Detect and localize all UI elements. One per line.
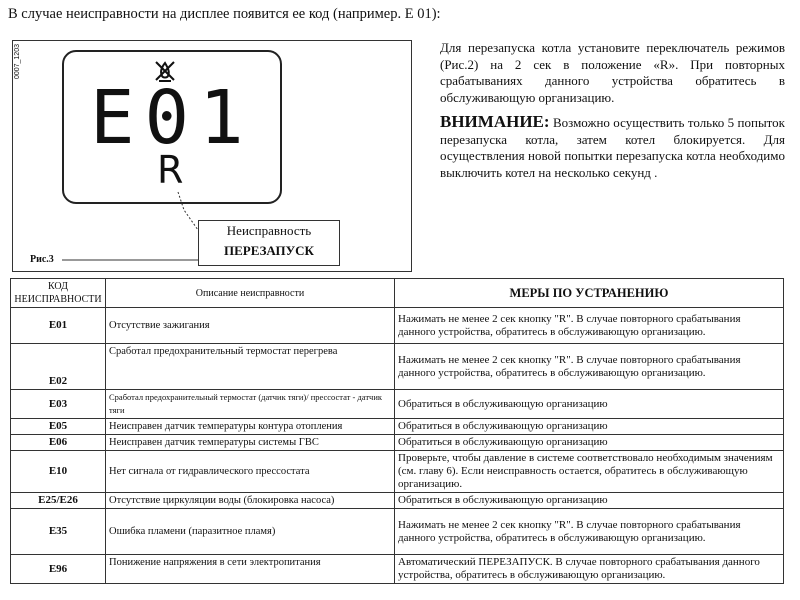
figure-label: Рис.3 (30, 254, 54, 265)
fault-table (10, 278, 784, 584)
warning-text: Возможно осуществить только 5 попыток перезапуска котла, затем котел блокируется. Для осуществления новой попытки перезапуска котла необходимо выключить котел на несколько секунд . (440, 115, 785, 180)
fault-measure: Нажимать не менее 2 сек кнопку "R". В случае повторного срабатывания данного устройства, обратитесь в обслуживающую организацию. (395, 344, 784, 390)
restart-instructions: Для перезапуска котла установите переключатель режимов (Рис.2) на 2 сек в положение «R». При повторных срабатываниях данного устройства обратитесь в обслуживающую организацию. (440, 40, 785, 105)
fault-description: Сработал предохранительный термостат (датчик тяги)/ прессостат - датчик тяги (106, 390, 395, 419)
warning-title: ВНИМАНИЕ: (440, 112, 550, 131)
header-measures: МЕРЫ ПО УСТРАНЕНИЮ (395, 279, 784, 308)
fault-description: Ошибка пламени (паразитное пламя) (106, 509, 395, 555)
figure-code: 0007_1203 (14, 44, 21, 80)
fault-measure: Проверьте, чтобы давление в системе соответствовало необходимым значениям (см. главу 6). Если неисправность остается, обратитесь в обслуживающую организацию. (395, 451, 784, 493)
fault-description: Нет сигнала от гидравлического прессостата (106, 451, 395, 493)
right-text-block (440, 40, 785, 181)
fault-measure: Обратиться в обслуживающую организацию (395, 390, 784, 419)
fault-description: Понижение напряжения в сети электропитания (106, 555, 395, 584)
fault-measure: Обратиться в обслуживающую организацию (395, 419, 784, 435)
lcd-error-code: E01 (90, 75, 254, 161)
intro-text: В случае неисправности на дисплее появится ее код (например. Е 01): (8, 6, 441, 22)
fault-code: E05 (11, 419, 106, 435)
table-row (11, 435, 784, 451)
header-description: Описание неисправности (106, 279, 395, 308)
fault-code: E96 (11, 555, 106, 584)
table-row (11, 451, 784, 493)
fault-description: Неисправен датчик температуры контура отопления (106, 419, 395, 435)
fault-measure: Автоматический ПЕРЕЗАПУСК. В случае повторного срабатывания данного устройства, обратитесь в обслуживающую организацию. (395, 555, 784, 584)
figure-label-line (62, 258, 202, 262)
table-header-row (11, 279, 784, 308)
fault-description: Неисправен датчик температуры системы ГВС (106, 435, 395, 451)
fault-measure: Обратиться в обслуживающую организацию (395, 493, 784, 509)
fault-code: E06 (11, 435, 106, 451)
table-row (11, 419, 784, 435)
table-row (11, 555, 784, 584)
callout-line1: Неисправность (226, 223, 312, 238)
fault-code: E02 (11, 344, 106, 390)
table-row (11, 390, 784, 419)
fault-description: Отсутствие циркуляции воды (блокировка насоса) (106, 493, 395, 509)
callout-box (198, 220, 340, 266)
fault-measure: Нажимать не менее 2 сек кнопку "R". В случае повторного срабатывания данного устройства, обратитесь в обслуживающую организацию. (395, 509, 784, 555)
callout-line2: ПЕРЕЗАПУСК (224, 243, 314, 258)
fault-code: E25/E26 (11, 493, 106, 509)
fault-measure: Нажимать не менее 2 сек кнопку "R". В случае повторного срабатывания данного устройства, обратитесь в обслуживающую организацию. (395, 308, 784, 344)
fault-measure: Обратиться в обслуживающую организацию (395, 435, 784, 451)
table-row (11, 509, 784, 555)
fault-description: Отсутствие зажигания (106, 308, 395, 344)
table-row (11, 493, 784, 509)
fault-code: E01 (11, 308, 106, 344)
table-row (11, 344, 784, 390)
table-row (11, 308, 784, 344)
fault-code: E10 (11, 451, 106, 493)
fault-code: E35 (11, 509, 106, 555)
fault-description: Сработал предохранительный термостат перегрева (106, 344, 395, 390)
lcd-reset-indicator: R (157, 148, 184, 192)
fault-code: E03 (11, 390, 106, 419)
warning-block (440, 114, 785, 181)
header-code: КОД НЕИСПРАВНОСТИ (11, 279, 106, 308)
